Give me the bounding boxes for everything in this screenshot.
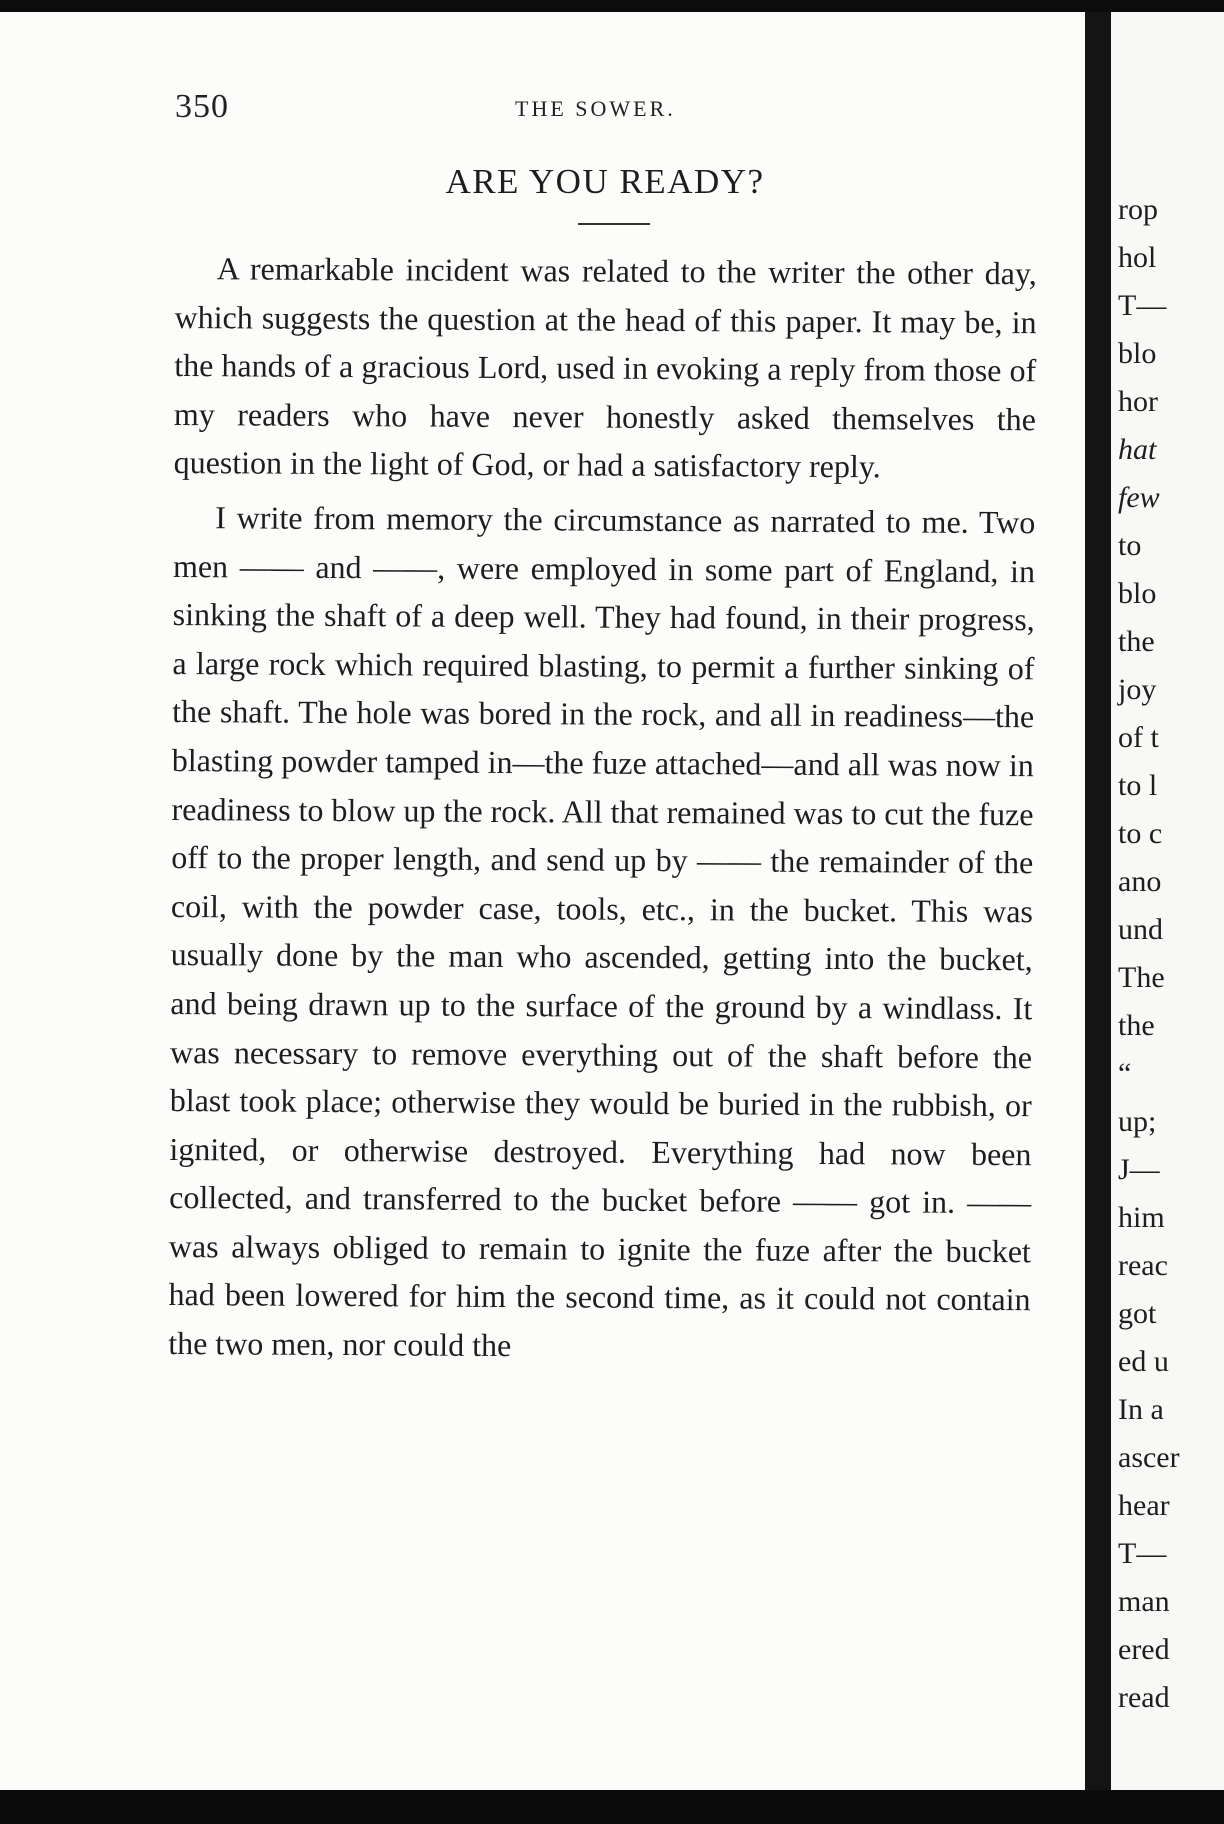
right-page-fragment: J—	[1118, 1153, 1160, 1186]
right-page-fragment: ascer	[1118, 1441, 1180, 1474]
right-page-fragment: to c	[1118, 817, 1163, 850]
right-page-fragment: to	[1118, 529, 1142, 562]
right-page-fragment: ano	[1118, 865, 1162, 898]
right-page-fragment: read	[1118, 1681, 1170, 1714]
scan-top-edge	[0, 0, 1224, 12]
right-page-fragment: to l	[1118, 769, 1158, 802]
right-page-fragment: blo	[1118, 577, 1157, 610]
scan-bottom-edge	[0, 1790, 1224, 1824]
right-page-fragment: him	[1118, 1201, 1165, 1234]
right-page-fragment: rop	[1118, 193, 1158, 226]
journal-title: THE SOWER.	[515, 96, 676, 121]
right-page-fragment: hor	[1118, 385, 1158, 418]
page-number: 350	[175, 88, 229, 125]
right-page-fragment: hat	[1118, 433, 1157, 466]
right-page-fragment: T—	[1118, 1537, 1167, 1570]
right-page-fragment: the	[1118, 1009, 1155, 1042]
book-gutter	[1085, 12, 1111, 1790]
right-page-fragment: T—	[1118, 289, 1167, 322]
right-page-fragment: hear	[1118, 1489, 1170, 1522]
right-page-fragment: reac	[1118, 1249, 1168, 1282]
right-page-fragment: hol	[1118, 241, 1157, 274]
running-head	[175, 88, 1035, 128]
article-body	[168, 244, 1037, 1373]
right-page-fragment: blo	[1118, 337, 1157, 370]
right-page-fragment: joy	[1118, 673, 1157, 706]
right-page-fragment: of t	[1118, 721, 1159, 754]
right-page-fragment: the	[1118, 625, 1155, 658]
right-page-fragment: “	[1118, 1057, 1132, 1090]
title-rule	[578, 223, 650, 225]
right-page-fragment: got	[1118, 1297, 1157, 1330]
right-page-fragment: man	[1118, 1585, 1170, 1618]
right-page-fragment: und	[1118, 913, 1163, 946]
right-page-fragment: up;	[1118, 1105, 1157, 1138]
right-page-fragment: few	[1118, 481, 1160, 514]
paragraph-1: A remarkable incident was related to the writer the other day, which suggests the question at the head of this paper. It may be, in the hands of a gracious Lord, used in evoking a reply from those of my readers who have never honestly asked themselves the question in the light of God, or had a satisfactory reply.	[173, 250, 1037, 485]
right-page-fragment: In a	[1118, 1393, 1164, 1426]
paragraph-2: I write from memory the circumstance as narrated to me. Two men —— and ——, were employed in some part of England, in sinking the shaft of a deep well. They had found, in their progress, a large rock which required blasting, to permit a further sinking of the shaft. The hole was bored in the rock, and all in readiness—the blasting powder tamped in—the fuze attached—and all was now in readiness to blow up the rock. All that remained was to cut the fuze off to the proper length, and send up by —— the remainder of the coil, with the powder case, tools, etc., in the bucket. This was usually done by the man who ascended, getting into the bucket, and being drawn up to the surface of the ground by a windlass. It was necessary to remove everything out of the shaft before the blast took place; otherwise they would be buried in the rubbish, or ignited, or otherwise destroyed. Everything had now been collected, and transferred to the bucket before —— got in. —— was always obliged to remain to ignite the fuze after the bucket had been lowered for him the second time, as it could not contain the two men, nor could the	[168, 499, 1036, 1364]
right-page-fragment: ed u	[1118, 1345, 1169, 1378]
right-page-fragment: The	[1118, 961, 1165, 994]
right-page-text-fragments	[1118, 186, 1224, 1722]
article-title: ARE YOU READY?	[445, 162, 765, 201]
right-page-fragment: ered	[1118, 1633, 1170, 1666]
